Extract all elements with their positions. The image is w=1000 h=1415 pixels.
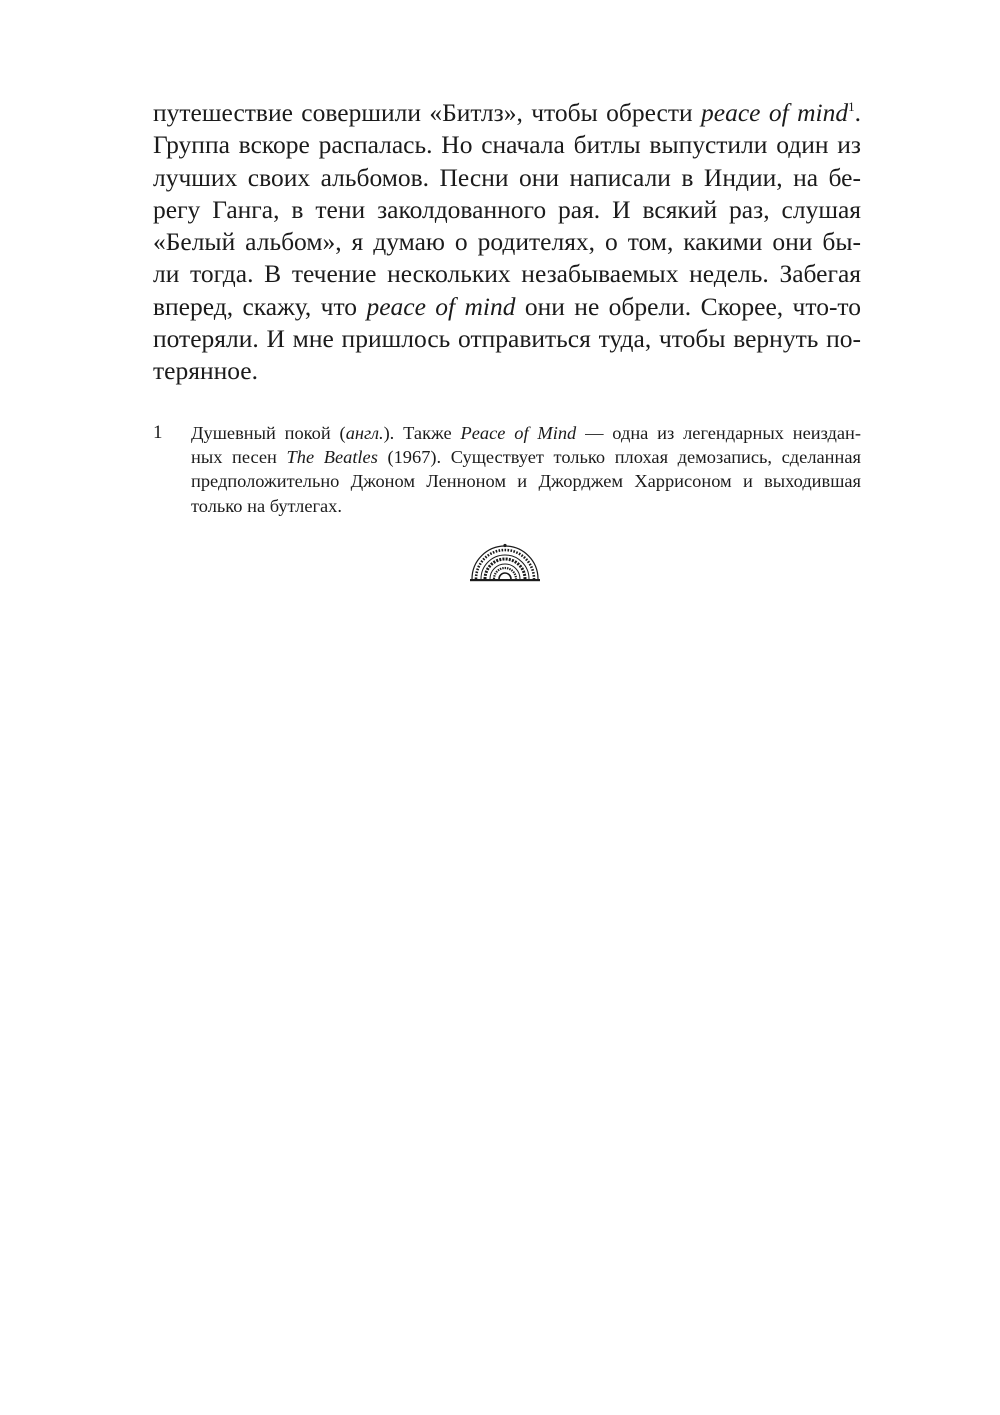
footnote-line: предположительно Джоном Ленноном и Джорджем Харрисоном и выходившая (191, 471, 861, 492)
footnote-line: ных песен The Beatles (1967). Существует только плохая демозапись, сделанная (191, 447, 861, 468)
text-line: Группа вскоре распалась. Но сначала битлы выпустили один из (153, 130, 861, 160)
footnote-line: Душевный покой (англ.). Также Peace of Mind — одна из легендарных неиздан- (191, 423, 861, 443)
italic-phrase: peace of mind (701, 98, 849, 127)
footnote-text (191, 421, 861, 518)
footnote-number: 1 (153, 422, 163, 443)
text-line: потеряли. И мне пришлось отправиться туда, чтобы вернуть по- (153, 324, 861, 354)
text-line: лучших своих альбомов. Песни они написали в Индии, на бе- (153, 162, 861, 192)
text-line: вперед, скажу, что peace of mind они не обрели. Скорее, что-то (153, 291, 861, 321)
text-line: ли тогда. В течение нескольких незабываемых недель. Забегая (153, 259, 861, 289)
italic-phrase: peace of mind (366, 291, 516, 321)
footnote-reference[interactable]: 1 (848, 99, 855, 114)
mandala-half-ornament-icon (470, 543, 540, 583)
text-line: «Белый альбом», я думаю о родителях, о том, какими они бы- (153, 227, 861, 257)
text-line: терянное. (153, 356, 258, 386)
main-paragraph (153, 97, 861, 388)
text-line: регу Ганга, в тени заколдованного рая. И всякий раз, слушая (153, 194, 861, 224)
footnote-line: только на бутлегах. (191, 495, 342, 516)
text-line: путешествие совершили «Битлз», чтобы обрести peace of mind$^1$. (153, 98, 861, 127)
